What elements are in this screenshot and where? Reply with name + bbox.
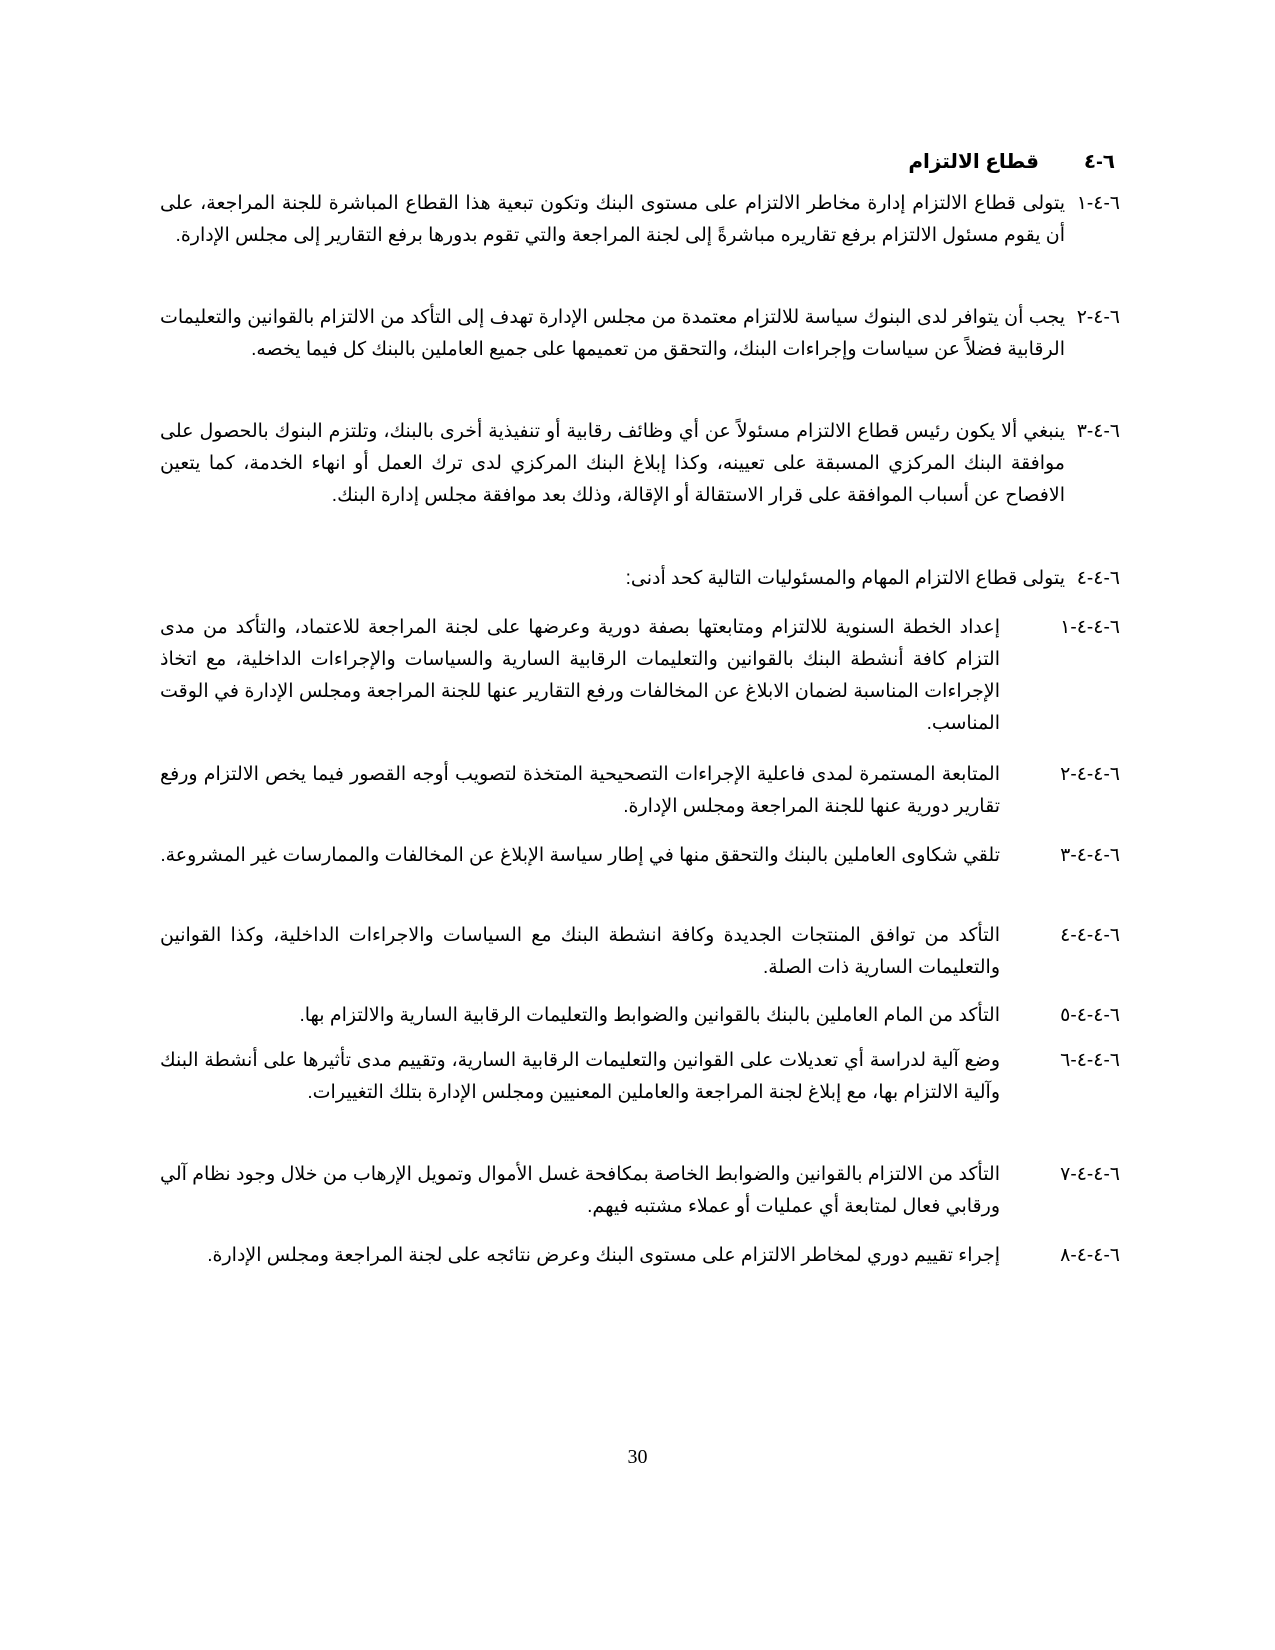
subitem-text: تلقي شكاوى العاملين بالبنك والتحقق منها في إطار سياسة الإبلاغ عن المخالفات والممارسات غير المشروعة. <box>160 845 1000 866</box>
subitem-text: التأكد من المام العاملين بالبنك بالقوانين والضوابط والتعليمات الرقابية السارية والالتزام بها. <box>299 1005 1000 1026</box>
paragraph-text: يتولى قطاع الالتزام المهام والمسئوليات التالية كحد أدنى: <box>625 568 1065 589</box>
subitem-number: ٦-٤-٤-٦ <box>1060 1050 1120 1071</box>
subitem-6-4-4-5 <box>160 1000 1120 1032</box>
subitem-number: ٦-٤-٤-٤ <box>1060 925 1120 946</box>
paragraph-text: يجب أن يتوافر لدى البنوك سياسة للالتزام معتمدة من مجلس الإدارة تهدف إلى التأكد من الالتزام بالقوانين والتعليمات الرقابية فضلاً عن سياسات وإجراءات البنك، والتحقق من تعميمها على جميع العاملين بالبنك كل فيما يخصه. <box>160 307 1065 360</box>
subitem-text: التأكد من توافق المنتجات الجديدة وكافة انشطة البنك مع السياسات والاجراءات الداخلية، وكذا القوانين والتعليمات السارية ذات الصلة. <box>160 925 1000 978</box>
section-number: ٦-٤ <box>1083 151 1115 173</box>
subitem-number: ٦-٤-٤-٢ <box>1060 764 1120 785</box>
subitem-6-4-4-8 <box>160 1240 1120 1272</box>
paragraph-6-4-4 <box>160 563 1120 595</box>
subitem-text: إعداد الخطة السنوية للالتزام ومتابعتها بصفة دورية وعرضها على لجنة المراجعة للاعتماد، والتأكد من مدى التزام كافة أنشطة البنك بالقوانين والتعليمات الرقابية السارية والسياسات والإجراءات الداخلية، مع اتخاذ الإجراءات المناسبة لضمان الابلاغ عن المخالفات ورفع التقارير عنها للجنة المراجعة ومجلس الإدارة في الوقت المناسب. <box>160 617 1000 734</box>
subitem-text: وضع آلية لدراسة أي تعديلات على القوانين والتعليمات الرقابية السارية، وتقييم مدى تأثيرها على أنشطة البنك وآلية الالتزام بها، مع إبلاغ لجنة المراجعة والعاملين المعنيين ومجلس الإدارة بتلك التغييرات. <box>160 1050 1000 1103</box>
subitem-text: التأكد من الالتزام بالقوانين والضوابط الخاصة بمكافحة غسل الأموال وتمويل الإرهاب من خلال وجود نظام آلي ورقابي فعال لمتابعة أي عمليات أو عملاء مشتبه فيهم. <box>160 1164 1000 1217</box>
paragraph-text: ينبغي ألا يكون رئيس قطاع الالتزام مسئولاً عن أي وظائف رقابية أو تنفيذية أخرى بالبنك، وتلتزم البنوك بالحصول على موافقة البنك المركزي المسبقة على تعيينه، وكذا إبلاغ البنك المركزي لدى ترك العمل أو انهاء الخدمة، كما يتعين الافصاح عن أسباب الموافقة على قرار الاستقالة أو الإقالة، وذلك بعد موافقة مجلس إدارة البنك. <box>160 421 1065 506</box>
section-title: قطاع الالتزام <box>908 151 1039 173</box>
subitem-number: ٦-٤-٤-٨ <box>1060 1245 1120 1266</box>
section-heading <box>908 147 1115 177</box>
paragraph-text: يتولى قطاع الالتزام إدارة مخاطر الالتزام على مستوى البنك وتكون تبعية هذا القطاع المباشرة للجنة المراجعة، على أن يقوم مسئول الالتزام برفع تقاريره مباشرةً إلى لجنة المراجعة والتي تقوم بدورها برفع التقارير إلى مجلس الإدارة. <box>160 193 1065 246</box>
paragraph-number: ٦-٤-١ <box>1076 193 1120 214</box>
paragraph-6-4-1 <box>160 188 1120 252</box>
paragraph-6-4-2 <box>160 302 1120 366</box>
subitem-6-4-4-7 <box>160 1159 1120 1223</box>
subitem-text: إجراء تقييم دوري لمخاطر الالتزام على مستوى البنك وعرض نتائجه على لجنة المراجعة ومجلس الإدارة. <box>207 1245 1000 1266</box>
paragraph-number: ٦-٤-٤ <box>1076 568 1120 589</box>
subitem-6-4-4-6 <box>160 1045 1120 1109</box>
subitem-6-4-4-3 <box>160 840 1120 872</box>
subitem-6-4-4-2 <box>160 759 1120 823</box>
subitem-number: ٦-٤-٤-٣ <box>1060 845 1120 866</box>
subitem-number: ٦-٤-٤-١ <box>1060 617 1120 638</box>
subitem-text: المتابعة المستمرة لمدى فاعلية الإجراءات التصحيحية المتخذة لتصويب أوجه القصور فيما يخص الالتزام ورفع تقارير دورية عنها للجنة المراجعة ومجلس الإدارة. <box>160 764 1000 817</box>
paragraph-number: ٦-٤-٣ <box>1076 421 1120 442</box>
subitem-number: ٦-٤-٤-٧ <box>1060 1164 1120 1185</box>
subitem-6-4-4-4 <box>160 920 1120 984</box>
paragraph-number: ٦-٤-٢ <box>1076 307 1120 328</box>
subitem-6-4-4-1 <box>160 612 1120 740</box>
subitem-number: ٦-٤-٤-٥ <box>1060 1005 1120 1026</box>
page-number: 30 <box>627 1446 648 1468</box>
paragraph-6-4-3 <box>160 416 1120 512</box>
